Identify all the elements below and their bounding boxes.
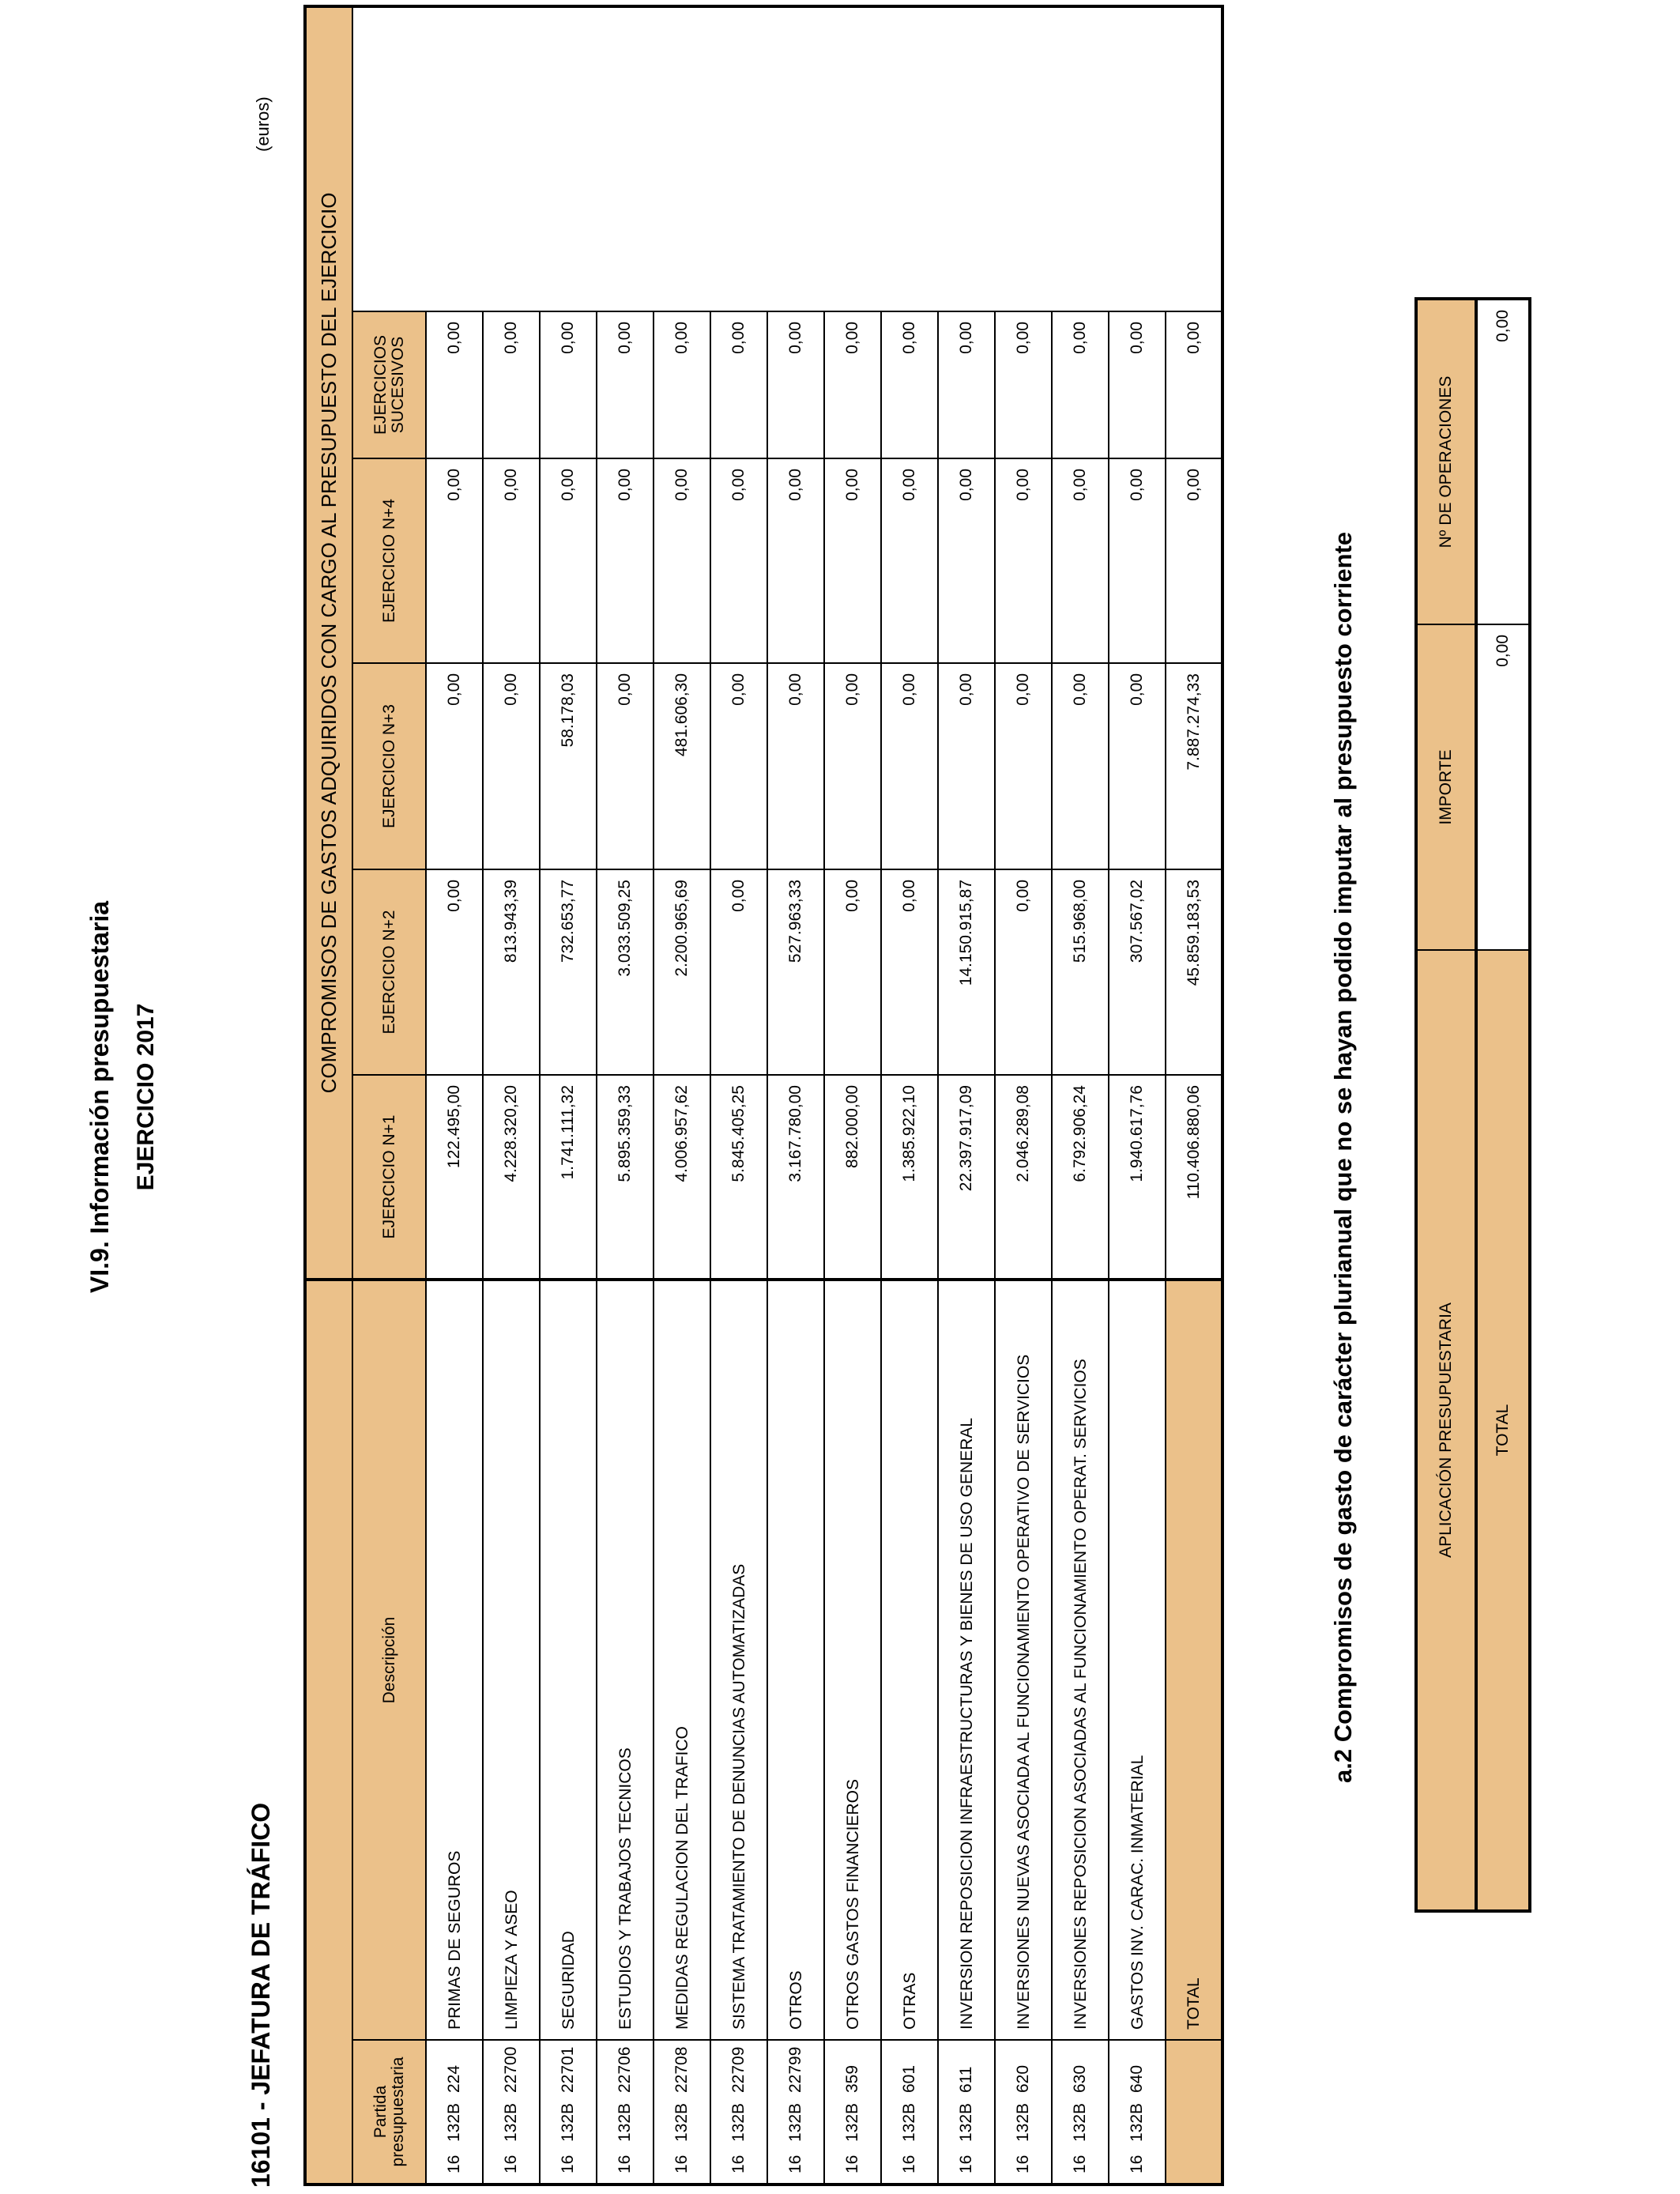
a2-col-aplicacion: APLICACIÓN PRESUPUESTARIA [1416,950,1476,1911]
table-row [938,6,995,2185]
partida-program: 132B [729,2102,748,2142]
value-n4: 0,00 [1109,458,1166,663]
col-header-n3: EJERCICIO N+3 [352,663,426,869]
table-row [426,6,483,2185]
partida-program: 132B [1128,2102,1146,2142]
description-cell: MEDIDAS REGULACION DEL TRAFICO [654,1280,710,2040]
group-header: COMPROMISOS DE GASTOS ADQUIRIDOS CON CARGO AL PRESUPUESTO DEL EJERCICIO [305,6,352,1280]
partida-program: 132B [502,2102,520,2142]
value-n2: 0,00 [426,869,483,1075]
value-n4: 0,00 [426,458,483,663]
a2-total-operaciones: 0,00 [1476,299,1530,624]
value-n3: 58.178,03 [540,663,597,869]
value-n2: 515.968,00 [1052,869,1109,1075]
description-cell: INVERSIONES NUEVAS ASOCIADA AL FUNCIONAMIENTO OPERATIVO DE SERVICIOS [995,1280,1052,2040]
total-n1: 110.406.880,06 [1166,1075,1222,1280]
table-row [1052,6,1109,2185]
value-n3: 0,00 [881,663,938,869]
partida-section: 16 [559,2154,577,2173]
description-cell: ESTUDIOS Y TRABAJOS TECNICOS [597,1280,654,2040]
commitments-table [303,5,1224,2186]
partida-section: 16 [445,2154,463,2173]
partida-concept: 22799 [786,2046,804,2093]
partida-section: 16 [616,2154,634,2173]
value-sucesivos: 0,00 [426,311,483,458]
total-sucesivos: 0,00 [1166,311,1222,458]
value-n4: 0,00 [483,458,540,663]
total-n3: 7.887.274,33 [1166,663,1222,869]
value-n3: 0,00 [1052,663,1109,869]
total-label: TOTAL [1166,1280,1222,2040]
value-n3: 0,00 [710,663,767,869]
a2-col-operaciones: Nº DE OPERACIONES [1416,299,1476,624]
value-sucesivos: 0,00 [710,311,767,458]
value-n1: 3.167.780,00 [767,1075,824,1280]
table-row [654,6,710,2185]
partida-section: 16 [502,2154,520,2173]
partida-section: 16 [1014,2154,1032,2173]
partida-section: 16 [900,2154,918,2173]
value-n1: 2.046.289,08 [995,1075,1052,1280]
value-n4: 0,00 [654,458,710,663]
col-header-n4: EJERCICIO N+4 [352,458,426,663]
partida-concept: 22709 [729,2046,748,2093]
partida-program: 132B [900,2102,918,2142]
partida-concept: 22701 [559,2046,577,2093]
entity-title: 16101 - JEFATURA DE TRÁFICO [247,1802,275,2188]
partida-program: 132B [786,2102,804,2142]
value-n2: 527.963,33 [767,869,824,1075]
partida-section: 16 [843,2154,861,2173]
value-n2: 0,00 [824,869,881,1075]
header-blank-right [352,6,426,311]
value-n3: 0,00 [824,663,881,869]
total-n4: 0,00 [1166,458,1222,663]
header-blank [305,1280,352,2185]
partida-concept: 359 [843,2064,861,2093]
table-row [1109,6,1166,2185]
a2-total-importe: 0,00 [1476,624,1530,950]
partida-section: 16 [1128,2154,1146,2173]
value-n1: 122.495,00 [426,1075,483,1280]
value-n1: 4.228.320,20 [483,1075,540,1280]
partida-section: 16 [957,2154,975,2173]
col-header-partida: Partida presupuestaria [352,2040,426,2185]
value-n2: 2.200.965,69 [654,869,710,1075]
table-row [540,6,597,2185]
value-n2: 0,00 [710,869,767,1075]
col-header-n2: EJERCICIO N+2 [352,869,426,1075]
value-sucesivos: 0,00 [938,311,995,458]
value-n4: 0,00 [881,458,938,663]
a2-table [1414,297,1531,1913]
value-n3: 0,00 [938,663,995,869]
value-n3: 0,00 [426,663,483,869]
value-sucesivos: 0,00 [1052,311,1109,458]
description-cell: INVERSION REPOSICION INFRAESTRUCTURAS Y BIENES DE USO GENERAL [938,1280,995,2040]
value-n4: 0,00 [1052,458,1109,663]
value-sucesivos: 0,00 [540,311,597,458]
description-cell: INVERSIONES REPOSICION ASOCIADAS AL FUNCIONAMIENTO OPERAT. SERVICIOS [1052,1280,1109,2040]
description-cell: OTROS [767,1280,824,2040]
value-n1: 882.000,00 [824,1075,881,1280]
value-sucesivos: 0,00 [995,311,1052,458]
total-row [1166,6,1222,2185]
value-n2: 0,00 [995,869,1052,1075]
value-n4: 0,00 [710,458,767,663]
value-n1: 1.940.617,76 [1109,1075,1166,1280]
description-cell: SISTEMA TRATAMIENTO DE DENUNCIAS AUTOMATIZADAS [710,1280,767,2040]
total-n2: 45.859.183,53 [1166,869,1222,1075]
value-n1: 1.385.922,10 [881,1075,938,1280]
table-row [995,6,1052,2185]
partida-program: 132B [843,2102,861,2142]
col-header-sucesivos: EJERCICIOS SUCESIVOS [352,311,426,458]
col-header-descripcion: Descripción [352,1280,426,2040]
partida-concept: 611 [957,2066,975,2093]
description-cell: OTRAS [881,1280,938,2040]
partida-concept: 22708 [672,2046,691,2093]
value-n3: 0,00 [995,663,1052,869]
value-n3: 0,00 [767,663,824,869]
value-n3: 481.606,30 [654,663,710,869]
value-n4: 0,00 [540,458,597,663]
table-row [710,6,767,2185]
partida-concept: 620 [1014,2064,1032,2093]
partida-concept: 22706 [616,2046,634,2093]
page-title: VI.9. Información presupuestaria [85,900,114,1294]
value-n2: 813.943,39 [483,869,540,1075]
table-row [824,6,881,2185]
table-row [767,6,824,2185]
value-sucesivos: 0,00 [824,311,881,458]
value-sucesivos: 0,00 [767,311,824,458]
value-n2: 732.653,77 [540,869,597,1075]
partida-concept: 224 [445,2064,463,2093]
value-n4: 0,00 [824,458,881,663]
value-n1: 4.006.957,62 [654,1075,710,1280]
value-n2: 3.033.509,25 [597,869,654,1075]
partida-section: 16 [729,2154,748,2173]
partida-program: 132B [616,2102,634,2142]
description-cell: GASTOS INV. CARAC. INMATERIAL [1109,1280,1166,2040]
value-n2: 14.150.915,87 [938,869,995,1075]
description-cell: PRIMAS DE SEGUROS [426,1280,483,2040]
partida-concept: 601 [900,2064,918,2093]
table-row [483,6,540,2185]
value-n4: 0,00 [938,458,995,663]
value-sucesivos: 0,00 [597,311,654,458]
value-sucesivos: 0,00 [1109,311,1166,458]
partida-program: 132B [1071,2102,1089,2142]
a2-total-label: TOTAL [1476,950,1530,1911]
description-cell: OTROS GASTOS FINANCIEROS [824,1280,881,2040]
partida-program: 132B [445,2102,463,2142]
value-n2: 307.567,02 [1109,869,1166,1075]
table-row [597,6,654,2185]
description-cell: SEGURIDAD [540,1280,597,2040]
partida-section: 16 [786,2154,804,2173]
value-n4: 0,00 [995,458,1052,663]
value-n4: 0,00 [767,458,824,663]
partida-program: 132B [672,2102,691,2142]
value-n1: 22.397.917,09 [938,1075,995,1280]
value-sucesivos: 0,00 [483,311,540,458]
partida-program: 132B [559,2102,577,2142]
value-n1: 6.792.906,24 [1052,1075,1109,1280]
table-row [881,6,938,2185]
section-a2-title: a.2 Compromisos de gasto de carácter plurianual que no se hayan podido imputar al presupuesto corriente [1329,531,1357,1783]
value-n3: 0,00 [597,663,654,869]
partida-section: 16 [1071,2154,1089,2173]
col-header-n1: EJERCICIO N+1 [352,1075,426,1280]
value-n1: 5.895.359,33 [597,1075,654,1280]
value-n3: 0,00 [1109,663,1166,869]
value-n1: 1.741.111,32 [540,1075,597,1280]
unit-label: (euros) [253,96,273,152]
partida-concept: 640 [1128,2064,1146,2093]
partida-concept: 22700 [502,2046,520,2093]
value-n3: 0,00 [483,663,540,869]
a2-col-importe: IMPORTE [1416,624,1476,950]
partida-section: 16 [672,2154,691,2173]
total-blank [1166,2040,1222,2185]
value-sucesivos: 0,00 [881,311,938,458]
description-cell: LIMPIEZA Y ASEO [483,1280,540,2040]
value-n1: 5.845.405,25 [710,1075,767,1280]
value-n4: 0,00 [597,458,654,663]
value-n2: 0,00 [881,869,938,1075]
partida-program: 132B [1014,2102,1032,2142]
partida-program: 132B [957,2102,975,2142]
exercise-title: EJERCICIO 2017 [133,1003,159,1191]
partida-concept: 630 [1071,2064,1089,2093]
value-sucesivos: 0,00 [654,311,710,458]
